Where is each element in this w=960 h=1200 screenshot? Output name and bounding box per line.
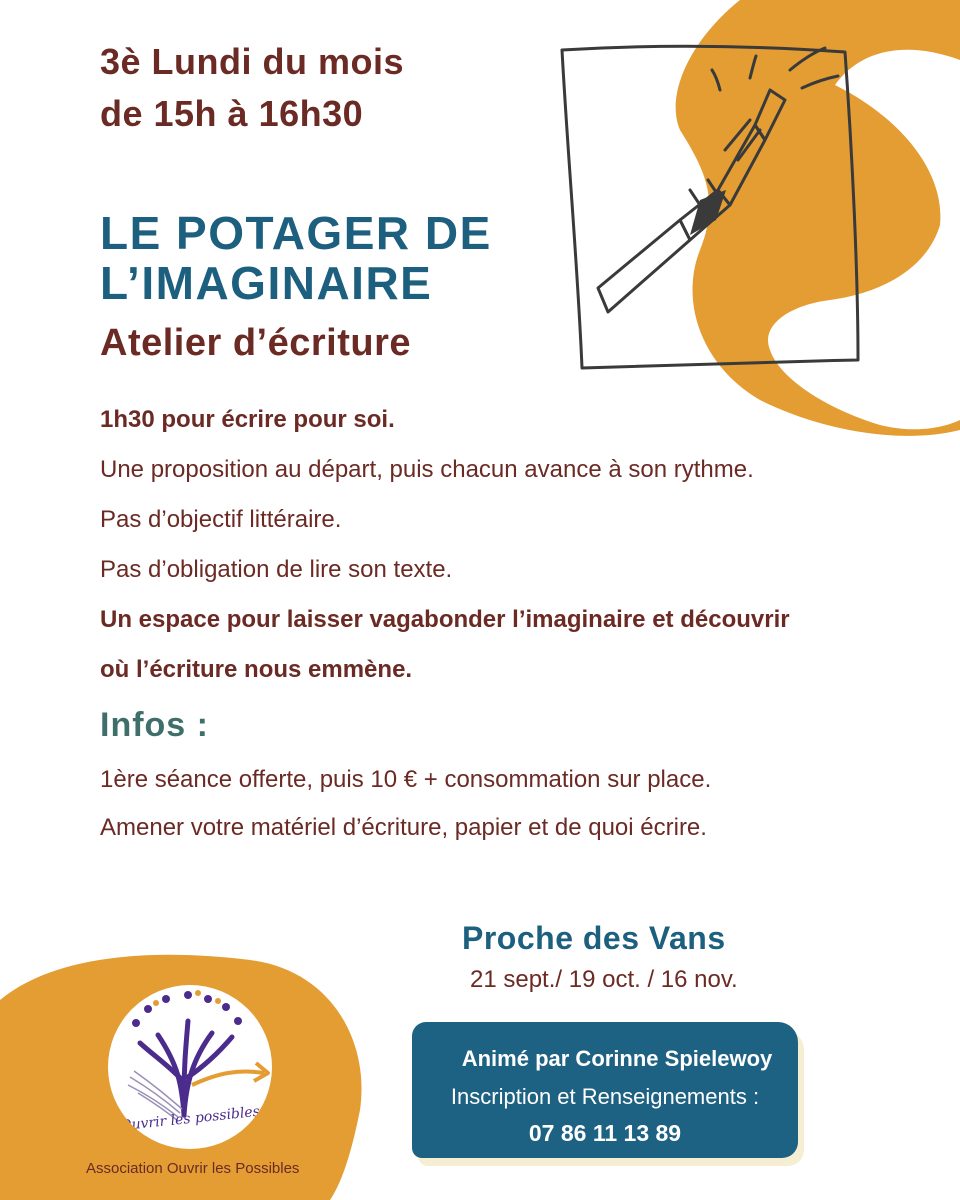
description-line: 1h30 pour écrire pour soi. [100, 406, 395, 433]
description-line: Un espace pour laisser vagabonder l’imaginaire et découvrir [100, 606, 790, 633]
description-line: Pas d’objectif littéraire. [100, 506, 342, 533]
schedule [100, 36, 404, 140]
schedule-time: de 15h à 16h30 [100, 93, 364, 134]
phone-number[interactable]: 07 86 11 13 89 [528, 1120, 682, 1146]
page-title [100, 208, 492, 308]
location: Proche des Vans [462, 920, 726, 956]
description-line: Une proposition au départ, puis chacun avance à son rythme. [100, 456, 754, 483]
logo-text: Ouvrir les possibles [119, 1103, 261, 1135]
description-line: Pas d’obligation de lire son texte. [100, 556, 453, 583]
contact-box [412, 1022, 798, 1158]
infos-line: 1ère séance offerte, puis 10 € + consommation sur place. [100, 766, 712, 793]
schedule-day: 3è Lundi du mois [100, 41, 405, 82]
description-line: où l’écriture nous emmène. [100, 656, 413, 683]
animator: Animé par Corinne Spielewoy [461, 1046, 773, 1071]
infos-heading: Infos : [100, 706, 209, 744]
fountain-pen-icon [540, 30, 870, 390]
association-logo [108, 985, 272, 1149]
infos-line: Amener votre matériel d’écriture, papier et de quoi écrire. [100, 814, 707, 841]
contact-label: Inscription et Renseignements : [450, 1084, 760, 1109]
title-line-1: LE POTAGER DE [100, 207, 492, 259]
association-name: Association Ouvrir les Possibles [86, 1160, 300, 1177]
dates: 21 sept./ 19 oct. / 16 nov. [470, 966, 738, 993]
title-line-2: L’IMAGINAIRE [100, 257, 433, 309]
subtitle: Atelier d’écriture [100, 322, 411, 364]
